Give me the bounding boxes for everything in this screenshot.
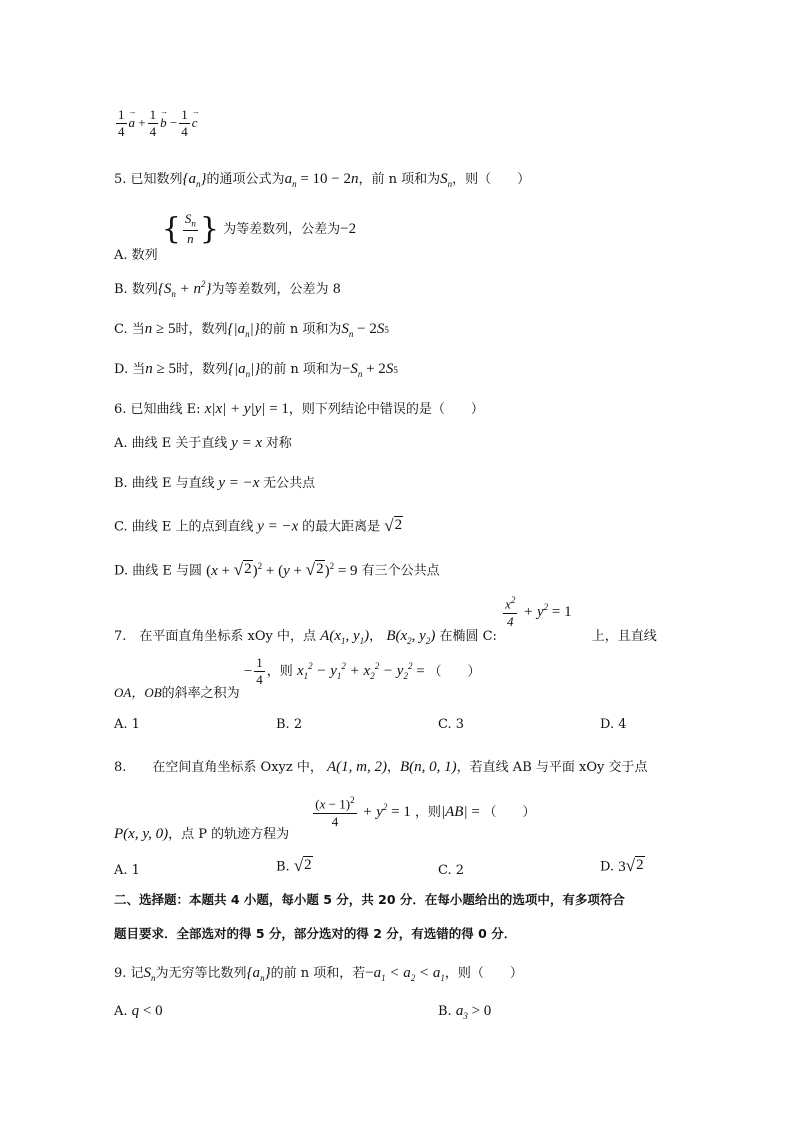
q9-stem: 9. 记$S_n$为无穷等比数列$\{a_n\}$的前 n 项和，若$-a_1 < a_2 < a_1$，则（ ） bbox=[114, 965, 523, 983]
q5-option-b: B. 数列$\{S_n + n^2\}$为等差数列，公差为 8 bbox=[114, 279, 341, 299]
q7-option-a: A. 1 bbox=[114, 717, 140, 732]
q7-stem: 7. 在平面直角坐标系 xOy 中，点 $A(x_1$, $y_1$)， $B(x_2$, $y_2$) 在椭圆 C: $\frac{x^2}{4}$ + $y^2 = 1$ 上，且直线 bbox=[114, 595, 657, 646]
section-2-instructions-line1: 二、选择题：本题共 4 小题，每小题 5 分，共 20 分．在每小题给出的选项中，有多项符合 bbox=[114, 892, 625, 907]
q8-stem: 8. 在空间直角坐标系 Oxyz 中， A(1, m, 2)，B(n, 0, 1)，若直线 AB 与平面 xOy 交于点 bbox=[114, 759, 648, 775]
section-2-instructions-line2: 题目要求．全部选对的得 5 分，部分选对的得 2 分，有选错的得 0 分． bbox=[114, 926, 517, 941]
q6-option-a: A. 曲线 E 关于直线 y = x 对称 bbox=[114, 435, 292, 451]
q9-option-a: A. q < 0 bbox=[114, 1003, 163, 1019]
q5-stem: 5. 已知数列$\{a_n\}$的通项公式为$a_n = 10 - 2n$，前 n 项和为$S_n$，则（ ） bbox=[114, 171, 531, 189]
q5-option-c: C. 当n ≥ 5时，数列$\{|a_n|\}$的前 n 项和为$S_n - 2S5$ bbox=[114, 321, 389, 339]
q7-line2: OA，OB的斜率之积为 − $\frac{1}{4}$ ，则 $x_1^2 - y_1^2 + x_2^2 - y_2^2$ = （ ） bbox=[114, 655, 481, 702]
q7-option-d: D. 4 bbox=[600, 717, 627, 732]
q8-line2: P(x, y, 0)，点 P 的轨迹方程为 $\frac{(x - 1)^2}{4}$ + $y^2 = 1$ ，则|AB| = （ ） bbox=[114, 795, 536, 842]
q8-option-c: C. 2 bbox=[438, 863, 465, 878]
q7-option-c: C. 3 bbox=[438, 717, 465, 732]
q6-option-b: B. 曲线 E 与直线 y = −x 无公共点 bbox=[114, 475, 316, 491]
q6-option-c: C. 曲线 E 上的点到直线 y = −x 的最大距离是 √ 2 bbox=[114, 515, 403, 535]
q5-option-d: D. 当n ≥ 5时，数列$\{|a_n|\}$的前 n 项和为$-S_n + 2S5$ bbox=[114, 361, 398, 379]
q7-option-b: B. 2 bbox=[276, 717, 303, 732]
q8-option-d: D. 3 √ 2 bbox=[600, 855, 644, 875]
q8-option-a: A. 1 bbox=[114, 863, 140, 878]
q9-option-b: B. $a_3 > 0$ bbox=[438, 1003, 492, 1021]
q6-stem: 6. 已知曲线 E: x|x| + y|y| = 1，则下列结论中错误的是（ ） bbox=[114, 401, 484, 417]
tail-expression: $\frac{1}{4}$ → a + $\frac{1}{4}$ → b − $\frac{1}{4}$ → c bbox=[114, 108, 197, 140]
q5-option-a: A. 数列 { $\frac{S_n}{n}$ } 为等差数列，公差为−2 bbox=[114, 211, 357, 263]
q6-option-d: D. 曲线 E 与圆 (x + √ 2 )$^2$ + (y + √ 2 )$^2$ = 9 有三个公共点 bbox=[114, 559, 440, 579]
q8-option-b: B. √ 2 bbox=[276, 855, 312, 875]
